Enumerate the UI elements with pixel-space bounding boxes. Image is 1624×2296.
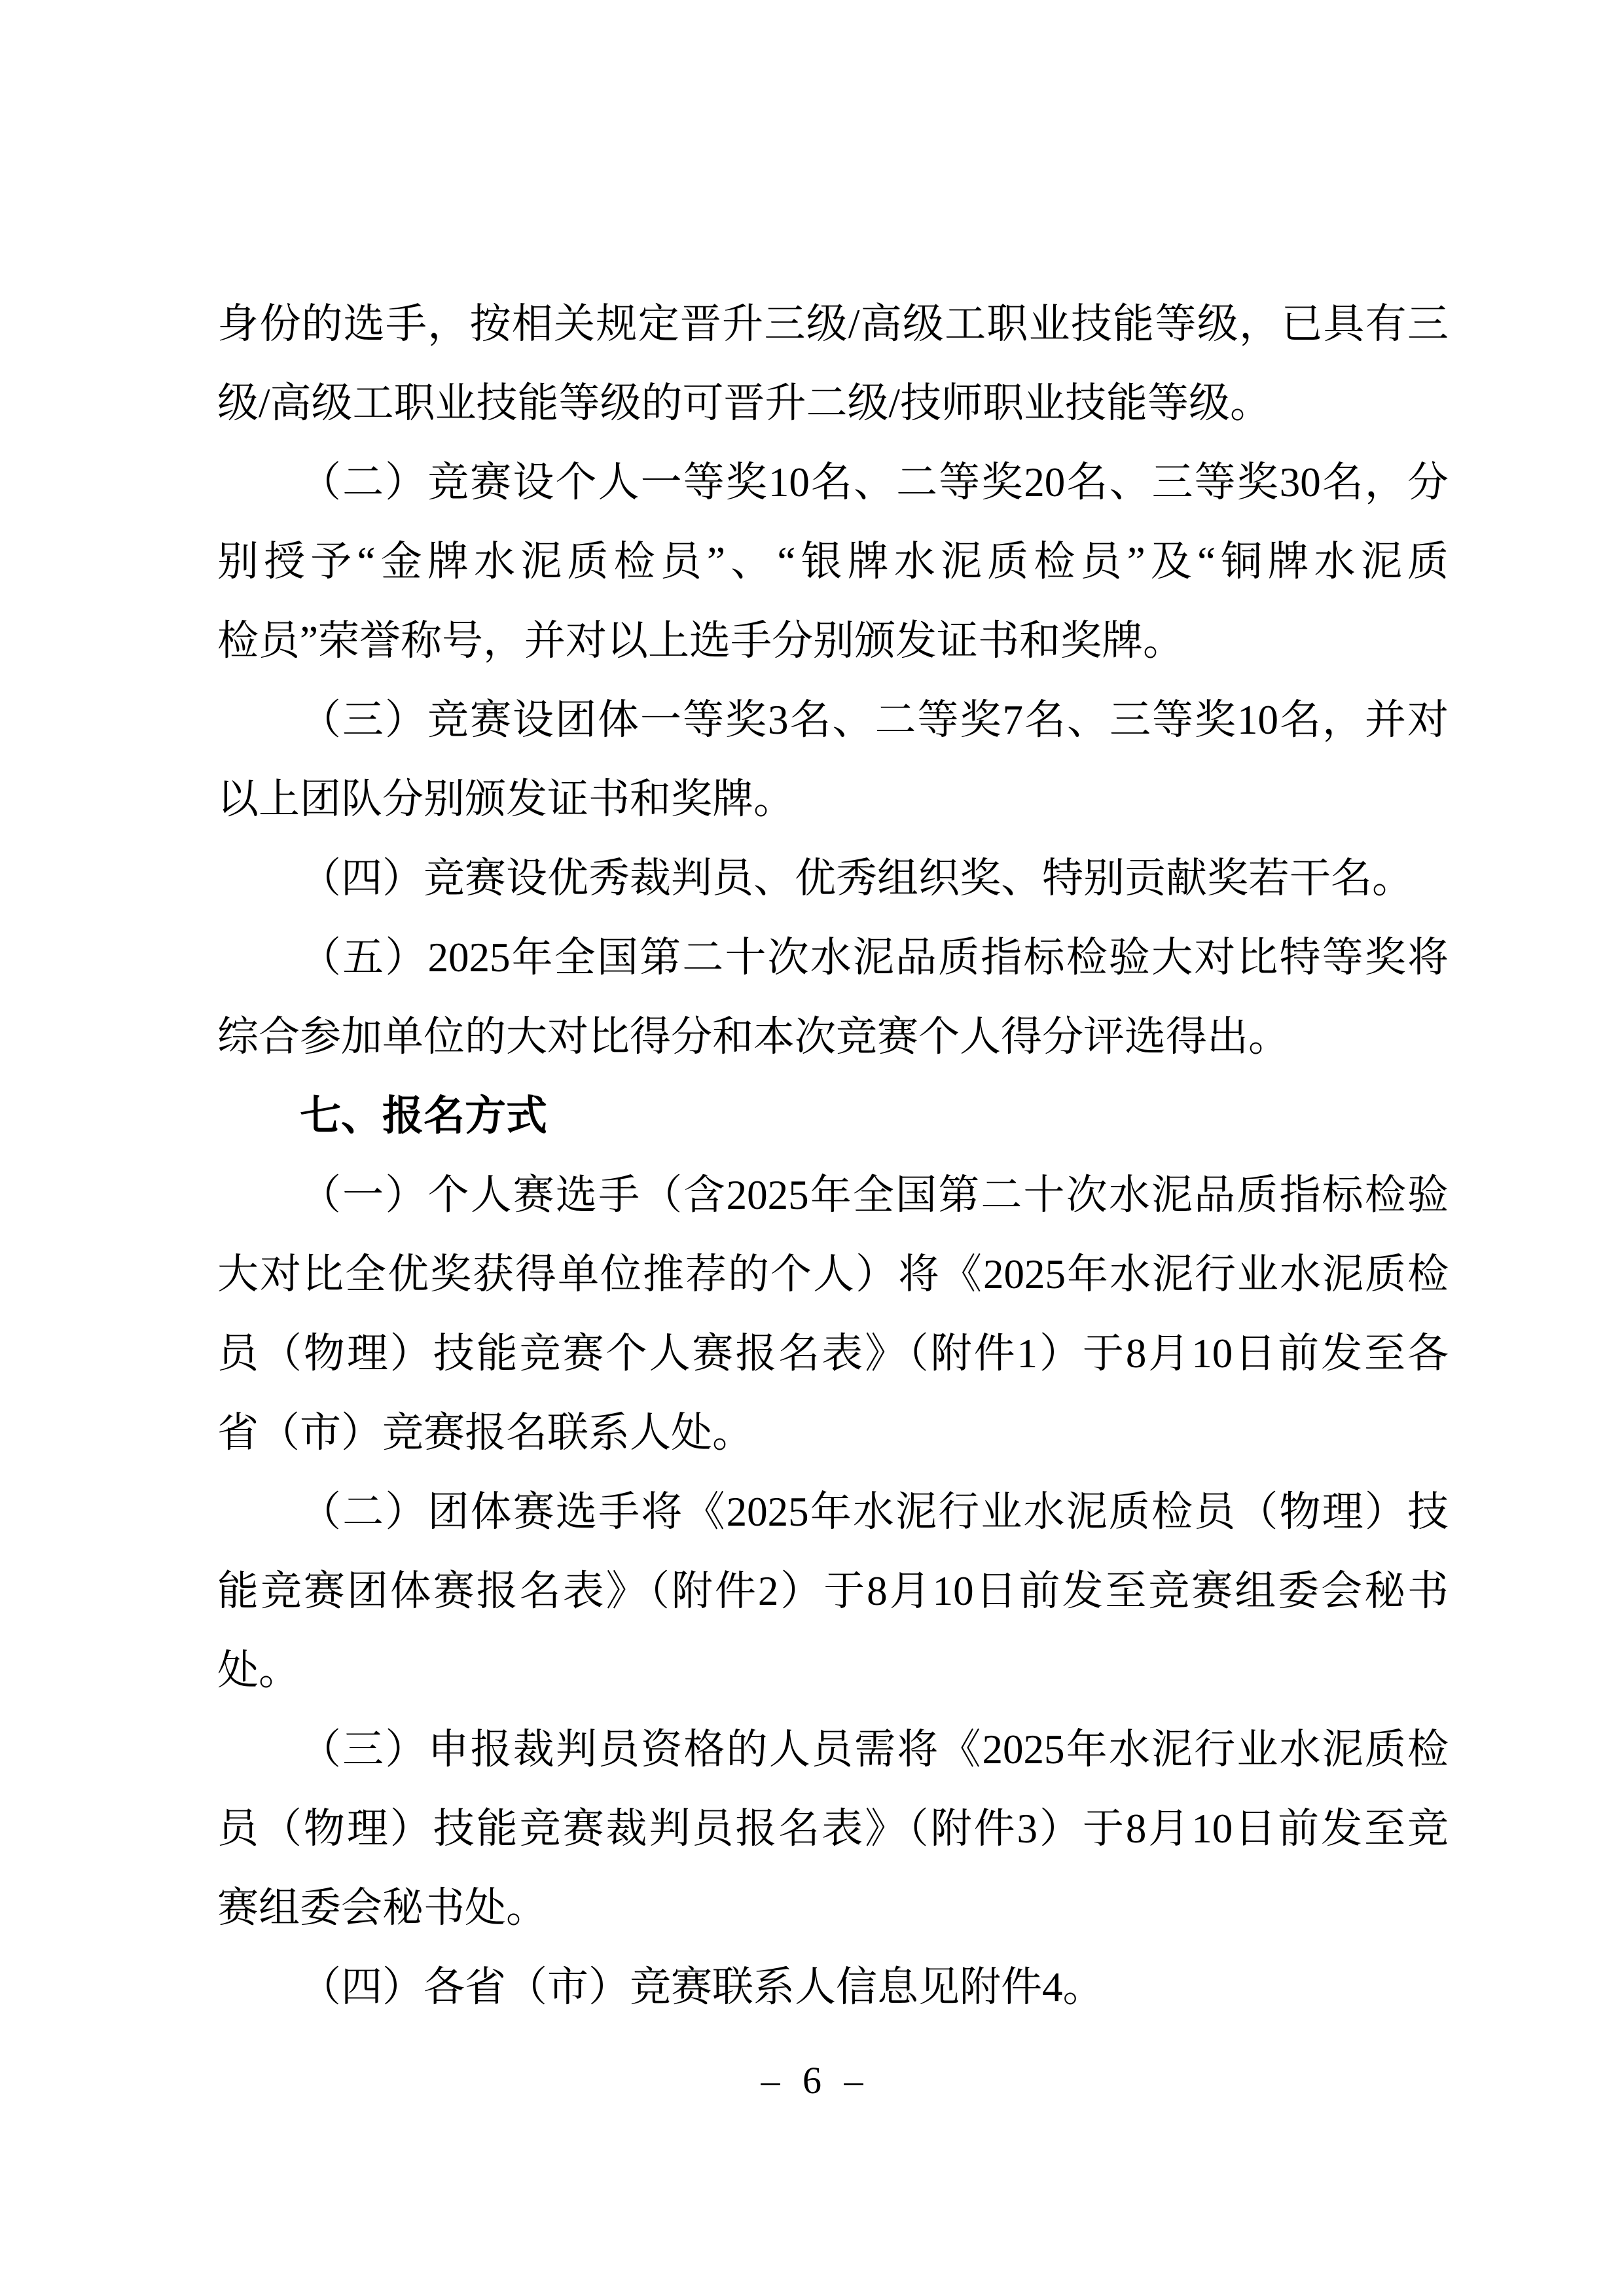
text-line: 能竞赛团体赛报名表》（附件2）于8月10日前发至竞赛组委会秘书 <box>217 1568 1449 1614</box>
text-line: 员（物理）技能竞赛个人赛报名表》（附件1）于8月10日前发至各 <box>217 1331 1449 1376</box>
text-line: 处。 <box>217 1647 300 1693</box>
text-line: 员（物理）技能竞赛裁判员报名表》（附件3）于8月10日前发至竞 <box>217 1806 1449 1852</box>
text-line: （四）竞赛设优秀裁判员、优秀组织奖、特别贡献奖若干名。 <box>300 855 1413 901</box>
text-line: （一）个人赛选手（含2025年全国第二十次水泥品质指标检验 <box>300 1172 1449 1218</box>
text-line: 别授予“金牌水泥质检员”、“银牌水泥质检员”及“铜牌水泥质 <box>217 539 1449 584</box>
text-line: （五）2025年全国第二十次水泥品质指标检验大对比特等奖将 <box>300 935 1449 980</box>
text-line: 以上团队分别颁发证书和奖牌。 <box>217 776 795 822</box>
text-line: 综合参加单位的大对比得分和本次竞赛个人得分评选得出。 <box>217 1014 1290 1060</box>
text-line: 检员”荣誉称号，并对以上选手分别颁发证书和奖牌。 <box>217 618 1184 664</box>
text-line: （二）竞赛设个人一等奖10名、二等奖20名、三等奖30名，分 <box>300 459 1449 505</box>
page-number: – 6 – <box>761 2059 863 2102</box>
text-line: 身份的选手，按相关规定晋升三级/高级工职业技能等级，已具有三 <box>217 301 1449 347</box>
text-line: （三）申报裁判员资格的人员需将《2025年水泥行业水泥质检 <box>300 1727 1449 1772</box>
section-heading: 七、报名方式 <box>300 1093 547 1139</box>
text-line: 赛组委会秘书处。 <box>217 1885 547 1931</box>
text-line: （三）竞赛设团体一等奖3名、二等奖7名、三等奖10名，并对 <box>300 697 1449 743</box>
text-line: （四）各省（市）竞赛联系人信息见附件4。 <box>300 1964 1104 2010</box>
text-line: 大对比全优奖获得单位推荐的个人）将《2025年水泥行业水泥质检 <box>217 1251 1449 1297</box>
text-line: （二）团体赛选手将《2025年水泥行业水泥质检员（物理）技 <box>300 1489 1449 1535</box>
text-line: 级/高级工职业技能等级的可晋升二级/技师职业技能等级。 <box>217 380 1272 426</box>
text-line: 省（市）竞赛报名联系人处。 <box>217 1410 753 1456</box>
document-body <box>217 285 1449 2027</box>
